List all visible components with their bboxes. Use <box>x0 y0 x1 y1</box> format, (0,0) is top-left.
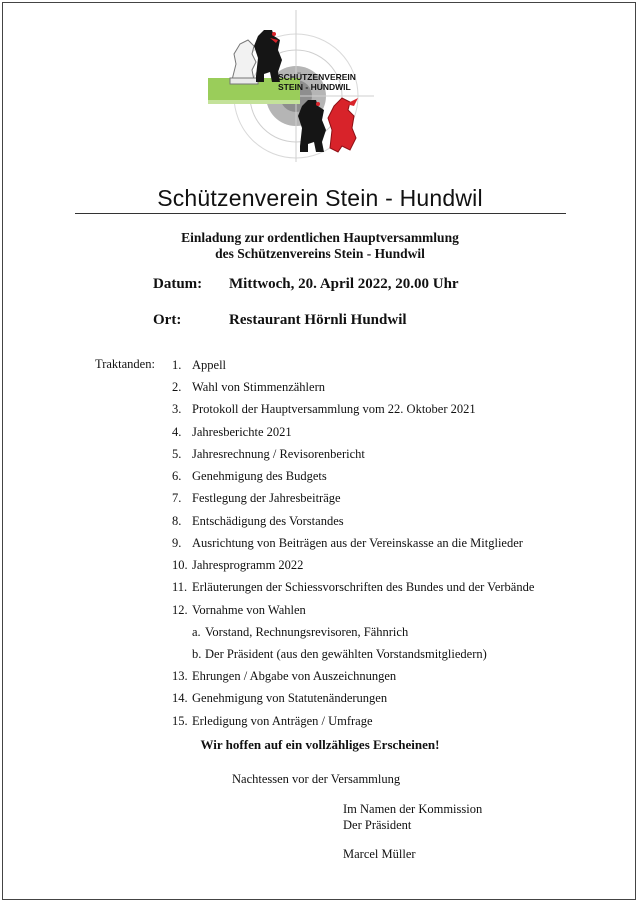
datum-label: Datum: <box>153 276 203 292</box>
datum-value: Mittwoch, 20. April 2022, 20.00 Uhr <box>229 276 459 292</box>
agenda-text: Protokoll der Hauptversammlung vom 22. Oktober 2021 <box>192 402 476 416</box>
signature-line-2: Der Präsident <box>343 818 412 832</box>
agenda-number: 9. <box>172 536 182 550</box>
logo-text-line1: SCHÜTZENVEREIN <box>278 72 356 82</box>
agenda-number: 3. <box>172 402 182 416</box>
signature-name: Marcel Müller <box>343 847 416 861</box>
invitation-line-1: Einladung zur ordentlichen Hauptversammlung <box>181 230 459 245</box>
agenda-subletter: b. <box>192 647 202 661</box>
title-divider <box>75 213 566 214</box>
dinner-note: Nachtessen vor der Versammlung <box>232 772 401 786</box>
agenda-text: Genehmigung des Budgets <box>192 469 327 483</box>
logo-text-line2: STEIN - HUNDWIL <box>278 82 351 92</box>
agenda-number: 12. <box>172 603 188 617</box>
agenda-number: 11. <box>172 580 188 594</box>
agenda-number: 7. <box>172 491 182 505</box>
agenda-number: 13. <box>172 669 188 683</box>
agenda-text: Genehmigung von Statutenänderungen <box>192 691 388 705</box>
agenda-text: Erläuterungen der Schiessvorschriften des Bundes und der Verbände <box>192 580 535 594</box>
chess-piece-icon <box>230 40 258 84</box>
agenda-number: 5. <box>172 447 182 461</box>
agenda-text: Vornahme von Wahlen <box>192 603 306 617</box>
agenda-text: Festlegung der Jahresbeiträge <box>192 491 341 505</box>
invitation-heading <box>0 230 640 262</box>
agenda-number: 2. <box>172 380 182 394</box>
agenda-number: 8. <box>172 514 182 528</box>
page-title: Schützenverein Stein - Hundwil <box>157 185 483 211</box>
agenda-number: 4. <box>172 425 182 439</box>
agenda-text: Jahresberichte 2021 <box>192 425 292 439</box>
traktanden-label: Traktanden: <box>95 357 155 371</box>
agenda-text: Wahl von Stimmenzählern <box>192 380 325 394</box>
invitation-line-2: des Schützenvereins Stein - Hundwil <box>215 246 425 261</box>
agenda-number: 1. <box>172 358 182 372</box>
closing-statement: Wir hoffen auf ein vollzähliges Erscheinen! <box>200 737 440 752</box>
ort-label: Ort: <box>153 312 182 328</box>
agenda-text: Ehrungen / Abgabe von Auszeichnungen <box>192 669 397 683</box>
agenda-number: 6. <box>172 469 182 483</box>
ort-value: Restaurant Hörnli Hundwil <box>229 312 407 328</box>
agenda-number: 14. <box>172 691 188 705</box>
agenda-text: Vorstand, Rechnungsrevisoren, Fähnrich <box>205 625 409 639</box>
red-beast-icon <box>328 98 358 152</box>
agenda-text: Der Präsident (aus den gewählten Vorstandsmitgliedern) <box>205 647 487 661</box>
signature-line-1: Im Namen der Kommission <box>343 802 483 816</box>
agenda-text: Jahresrechnung / Revisorenbericht <box>192 447 365 461</box>
agenda-text: Appell <box>192 358 227 372</box>
agenda-text: Erledigung von Anträgen / Umfrage <box>192 714 373 728</box>
agenda-subletter: a. <box>192 625 201 639</box>
agenda-text: Entschädigung des Vorstandes <box>192 514 344 528</box>
agenda-number: 10. <box>172 558 188 572</box>
club-logo <box>208 6 376 166</box>
agenda-text: Ausrichtung von Beiträgen aus der Vereinskasse an die Mitglieder <box>192 536 523 550</box>
agenda-text: Jahresprogramm 2022 <box>192 558 304 572</box>
agenda-number: 15. <box>172 714 188 728</box>
